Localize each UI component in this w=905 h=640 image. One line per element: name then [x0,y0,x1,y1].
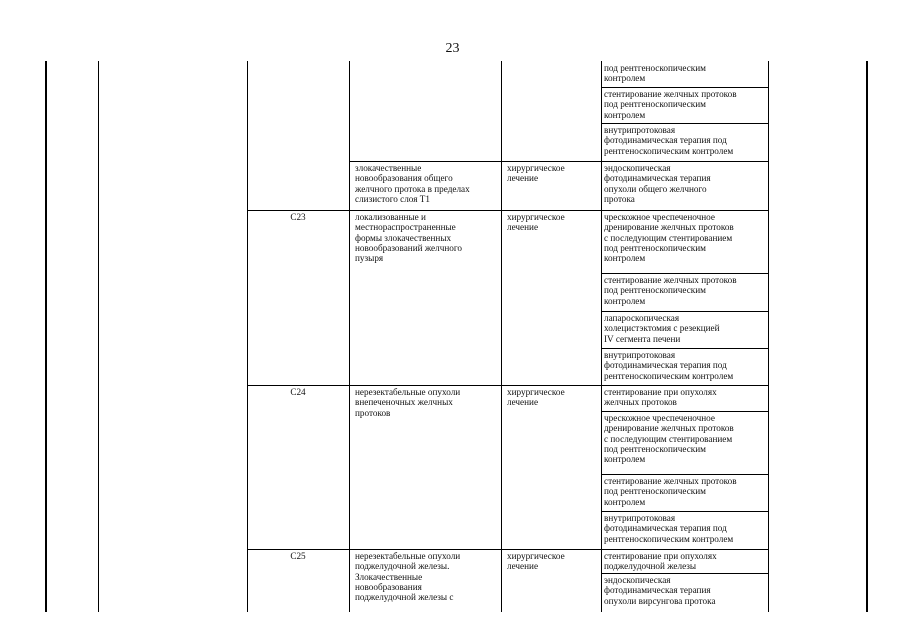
column-rule [768,61,769,612]
outer-right-rule [866,61,868,612]
method-cell: стентирование желчных протоков под рентгеноскопическим контролем [604,275,737,306]
method-separator [601,474,769,475]
icd-code-cell: C23 [290,212,306,222]
method-separator [601,87,769,88]
column-rule [501,61,502,612]
diagnosis-cell: злокачественные новообразования общего желчного протока в пределах слизистого слоя T1 [355,163,470,204]
treatment-cell: хирургическое лечение [507,551,565,572]
page-number: 23 [445,41,460,56]
method-separator [601,311,769,312]
treatment-cell: хирургическое лечение [507,212,565,233]
diagnosis-cell: нерезектабельные опухоли поджелудочной железы. Злокачественные новообразования поджелудочной железы с [355,551,461,603]
diagnosis-cell: нерезектабельные опухоли внепеченочных желчных протоков [355,387,461,418]
method-cell: внутрипротоковая фотодинамическая терапия под рентгеноскопическим контролем [604,513,734,544]
method-cell: чрескожное чреспеченочное дренирование желчных протоков с последующим стентированием под рентгеноскопическим контролем [604,413,734,465]
method-separator [601,511,769,512]
method-separator [601,273,769,274]
treatment-cell: хирургическое лечение [507,387,565,408]
diagnosis-cell: локализованные и местнораспространенные формы злокачественных новообразований желчного пузыря [355,212,462,264]
outer-left-rule [45,61,47,612]
icd-code-cell: C24 [290,387,306,397]
icd-code-cell: C25 [290,551,306,561]
method-separator [601,411,769,412]
column-rule [247,61,248,612]
method-cell: внутрипротоковая фотодинамическая терапия под рентгеноскопическим контролем [604,350,734,381]
row-separator [247,549,769,550]
method-separator [601,348,769,349]
method-cell: стентирование желчных протоков под рентгеноскопическим контролем [604,89,737,120]
method-cell: стентирование при опухолях желчных протоков [604,387,717,408]
column-rule [601,61,602,612]
row-separator [349,161,769,162]
method-cell: под рентгеноскопическим контролем [604,63,706,84]
column-rule [349,61,350,612]
method-cell: эндоскопическая фотодинамическая терапия опухоли вирсунгова протока [604,575,716,606]
method-separator [601,573,769,574]
method-separator [601,123,769,124]
method-cell: чрескожное чреспеченочное дренирование желчных протоков с последующим стентированием под рентгеноскопическим контролем [604,212,734,264]
row-separator [247,385,769,386]
method-cell: стентирование желчных протоков под рентгеноскопическим контролем [604,476,737,507]
method-cell: эндоскопическая фотодинамическая терапия опухоли общего желчного протока [604,163,711,204]
treatment-cell: хирургическое лечение [507,163,565,184]
column-rule [98,61,99,612]
method-cell: лапароскопическая холецистэктомия с резекцией IV сегмента печени [604,313,720,344]
method-cell: стентирование при опухолях поджелудочной железы [604,551,717,572]
method-cell: внутрипротоковая фотодинамическая терапия под рентгеноскопическим контролем [604,125,734,156]
row-separator [247,210,769,211]
